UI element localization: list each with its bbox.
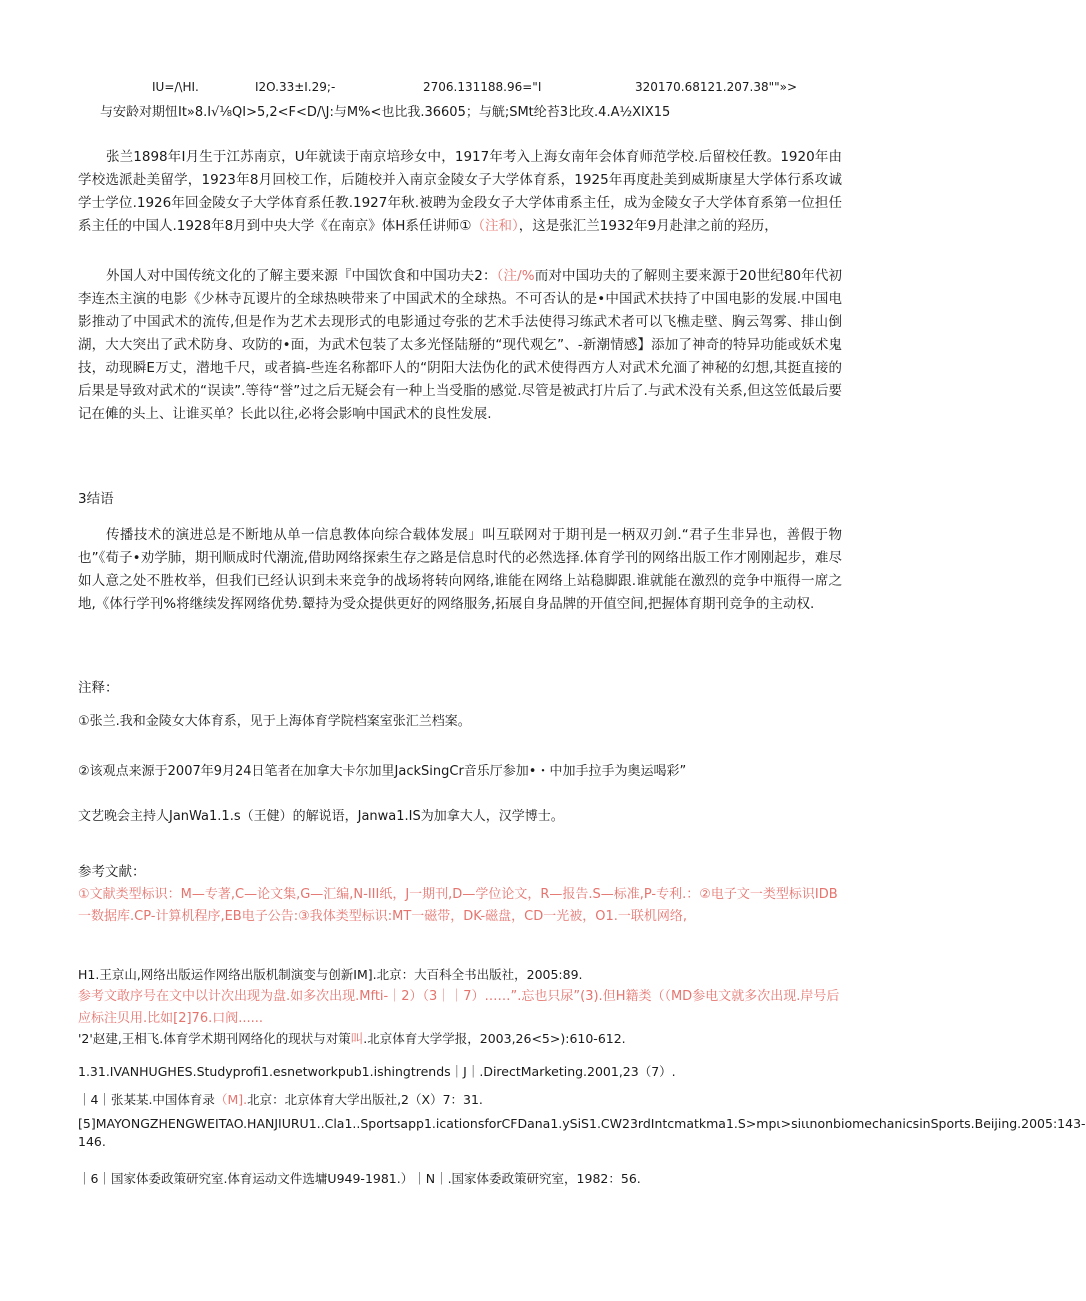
header-cell: 320170.68121.207.38""»>: [635, 80, 798, 94]
paragraph-text: 而对中国功夫的了解则主要来源于20世纪80年代初李连杰主演的电影《少林寺瓦谡片的全球热映带来了中国武术的全球热。不可否认的是•中国武术扶持了中国电影的发展.中国电影推动了中国武术的流传,但是作为艺术去现形式的电影通过夸张的艺术手法使得习练武术者可以飞樵走壁、胸云驾雾、排山倒湖，大大突出了武术防身、攻防的•面，为武术包装了太多光怪陆掰的“现代观乞”、-新潮情感】添加了神奇的特异功能或妖术鬼技，动现瞬E万丈，潜地千尺，或者搞-些连名称都吓人的“阴阳大法伪化的武术使得西方人对武术允湎了神秘的幻想,其挺直接的后果是导致对武术的“误读”.等待“誉”过之后无疑会有一种上当受脂的感觉.尽管是被武打片后了.与武术没有关系,但这笠低最后要记在傩的头上、让谁买单？长此以往,必将会影响中国武术的良性发展.: [78, 268, 842, 422]
note-marker: （注和）: [471, 218, 519, 234]
paragraph-text: ，这是张汇兰1932年9月赴津之前的羟历，: [518, 218, 778, 234]
header-garbled-line: 与安龄对期忸It»8.I√⅛QI>5,2<F<D/\J:与M%<也比我.36605；与觥;SMt纶苔3比玫.4.A½XIX15: [100, 105, 671, 120]
reference-item: ｜6｜国家体委政策研究室.体育运动文件选墉U949-1981.）｜N｜.国家体委政策研究室，1982：56.: [78, 1171, 641, 1186]
paragraph-kungfu: [78, 265, 842, 426]
reference-type-guide: ①文献类型标识：M—专著,C—论文集,G—汇编,N-III纸，J一期刊,D—学位论文，R—报告.S—标准,P-专利.：②电子文一类型标识IDB一数据库.CP-计算机程序,EB电子公告:③我体类型标识:MT一磁带，DK-磁盘，CD一光被，O1.一联机网络,: [78, 887, 838, 924]
references-title: 参考文献：: [78, 864, 146, 880]
paragraph-zhang-lan: [78, 146, 842, 238]
note-1: ①张兰.我和金陵女大体育系，见于上海体育学院档案室张汇兰档案。: [78, 714, 471, 729]
section-title-conclusion: 3结语: [78, 491, 114, 507]
header-cell: I2O.33±I.29;-: [255, 80, 336, 94]
header-cell: IU=/\HI.: [152, 80, 199, 94]
paragraph-text: 张兰1898年I月生于江苏南京，U年就读于南京培珍女中，1917年考入上海女南年会体育师范学校.后留校任教。1920年由学校选派赴美留学，1923年8月回校工作，后随校并入南京金陵女子大学体育系，1925年再度赴美到威斯康星大学体行系攻诚学士学位.1926年回金陵女子大学体育系任教.1927年秋.被聘为金段女子大学体甫系主任，成为金陵女子大学体育系第一位担任系主任的中国人.1928年8月到中央大学《在南京》体H系任讲师①: [78, 149, 842, 234]
accent-fragment: 叫: [350, 1031, 364, 1046]
paragraph-text: 外国人对中国传统文化的了解主要来源『中国饮食和中国功夫2：: [106, 268, 497, 284]
header-numbers-row: [0, 80, 920, 96]
note-2: ②该观点来源于2007年9月24日笔者在加拿大卡尔加里JackSingCr音乐厅参加•・中加手拉手为奥运喝彩”: [78, 764, 687, 779]
note-3: 文艺晚会主持人JanWa1.1.s（王健）的解说语，Janwa1.IS为加拿大人，汉学博士。: [78, 809, 564, 824]
reference-item: H1.王京山,网络出版运作网络出版机制演变与创新IM].北京：大百科全书出版社，2005:89.: [78, 967, 583, 982]
header-cell: 2706.131188.96="I: [423, 80, 542, 94]
paragraph-conclusion: 传播技术的演进总是不断地从单一信息教体向综合载体发展」叫互联网对于期刊是一柄双刃剑.“君子生非异也，善假于物也”《荀子•劝学肺，期刊顺成时代潮流,借助网络探索生存之路是信息时代的必然选择.体育学刊的网络出版工作才刚刚起步，难尽如人意之处不胜枚举，但我们已经认识到未来竞争的战场将转向网络,谁能在网络上站稳脚跟.谁就能在激烈的竞争中瓶得一席之地,《体行学刊%将继续发挥网络优势.颦持为受众提供更好的网络服务,拓展自身品牌的开值空间,把握体育期刊竞争的主动权.: [78, 527, 842, 612]
reference-order-note: 参考文敢序号在文中以计次出现为盘.如多次出现.Mfti-｜2）（3｜｜7）……”.忘也只尿”(3).但H籍类（（MD参电文就多次出现.岸号后应标注贝用.比如[2]76.口阀......: [78, 989, 840, 1026]
reference-item: ｜4｜张某某.中国体育录（M].北京：北京体育大学出版社,2（X）7：31.: [78, 1092, 483, 1107]
reference-item: [5]MAYONGZHENGWEITAO.HANJIURU1..Cla1..Sportsapp1.icationsforCFDana1.ySiS1.CW23rdIntcmatkma1.S>mpι>siιιnonbiomechanicsinSports.Beijing.2005:143-146.: [78, 1116, 1086, 1149]
accent-fragment: （M].: [214, 1092, 248, 1107]
note-marker: （注/%: [496, 268, 535, 284]
reference-item: 1.31.IVANHUGHES.Studyprofi1.esnetworkpub1.ishingtrends｜J｜.DirectMarketing.2001,23（7）.: [78, 1064, 676, 1079]
reference-item: '2'赵建,王相飞.体育学术期刊网络化的现状与对策叫.北京体育大学学报，2003,26<5>):610-612.: [78, 1031, 626, 1046]
notes-title: 注释：: [78, 680, 119, 696]
